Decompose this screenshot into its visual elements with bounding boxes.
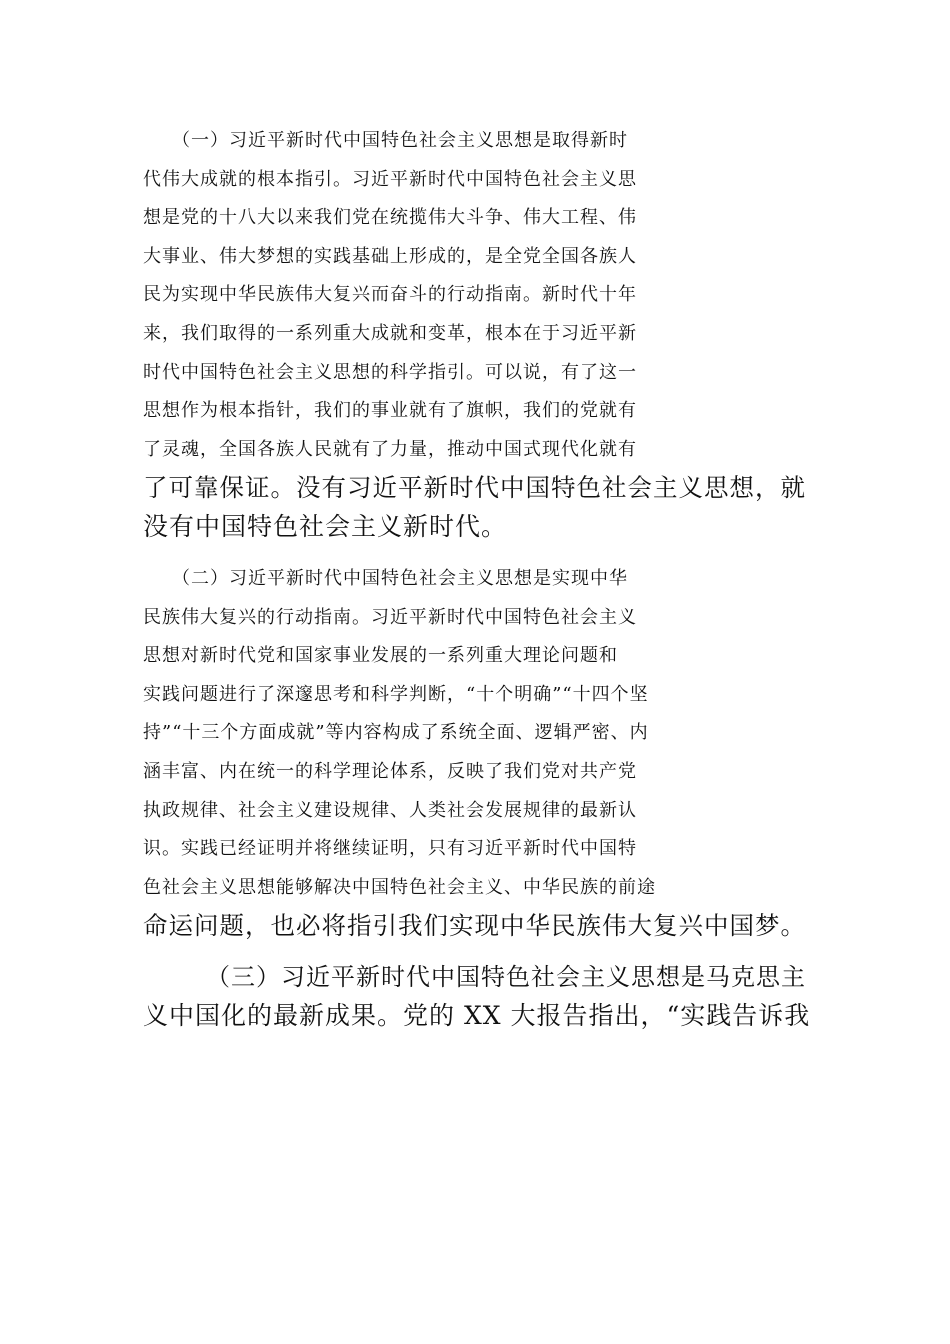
text-line: （二）习近平新时代中国特色社会主义思想是实现中华 (143, 568, 628, 589)
paragraph-2 (143, 560, 806, 946)
text-line: 想是党的十八大以来我们党在统揽伟大斗争、伟大工程、伟 (143, 207, 637, 229)
text-line: 实践问题进行了深邃思考和科学判断，“十个明确”“十四个坚 (143, 683, 649, 705)
text-line: （一）习近平新时代中国特色社会主义思想是取得新时 (143, 130, 628, 151)
paragraph-3 (143, 958, 810, 1035)
text-line: （三）习近平新时代中国特色社会主义思想是马克思主 (143, 963, 806, 991)
text-line: 识。实践已经证明并将继续证明，只有习近平新时代中国特 (143, 838, 637, 860)
text-line: 义中国化的最新成果。党的 XX 大报告指出，“实践告诉我 (143, 1000, 811, 1030)
text-line: 持”“十三个方面成就”等内容构成了系统全面、逻辑严密、内 (143, 722, 649, 744)
text-line: 大事业、伟大梦想的实践基础上形成的，是全党全国各族人 (143, 245, 637, 267)
text-line: 时代中国特色社会主义思想的科学指引。可以说，有了这一 (143, 361, 637, 383)
text-line: 了可靠保证。没有习近平新时代中国特色社会主义思想，就 (143, 473, 806, 503)
text-line: 色社会主义思想能够解决中国特色社会主义、中华民族的前途 (143, 876, 656, 898)
text-line: 思想作为根本指针，我们的事业就有了旗帜，我们的党就有 (143, 400, 637, 422)
text-line: 没有中国特色社会主义新时代。 (143, 511, 508, 541)
text-line: 民为实现中华民族伟大复兴而奋斗的行动指南。新时代十年 (143, 284, 637, 306)
text-line: 来，我们取得的一系列重大成就和变革，根本在于习近平新 (143, 322, 637, 344)
text-line: 命运问题，也必将指引我们实现中华民族伟大复兴中国梦。 (143, 911, 806, 941)
text-line: 涵丰富、内在统一的科学理论体系，反映了我们党对共产党 (143, 760, 637, 782)
text-line: 执政规律、社会主义建设规律、人类社会发展规律的最新认 (143, 799, 637, 821)
text-line: 民族伟大复兴的行动指南。习近平新时代中国特色社会主义 (143, 606, 637, 628)
text-line: 思想对新时代党和国家事业发展的一系列重大理论问题和 (143, 645, 618, 667)
text-line: 代伟大成就的根本指引。习近平新时代中国特色社会主义思 (143, 168, 637, 190)
paragraph-1 (143, 122, 806, 547)
text-line: 了灵魂，全国各族人民就有了力量，推动中国式现代化就有 (143, 438, 637, 460)
